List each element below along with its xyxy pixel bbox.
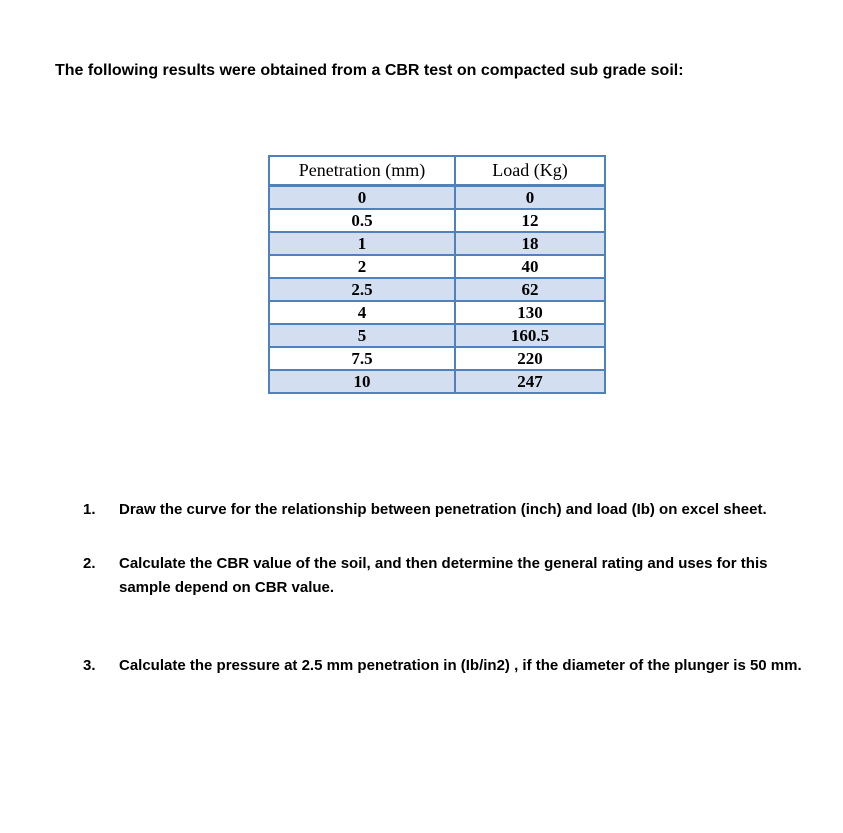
question-item xyxy=(83,498,823,522)
table-header-row xyxy=(269,156,605,186)
intro-text: The following results were obtained from a CBR test on compacted sub grade soil: xyxy=(55,62,684,79)
penetration-cell: 4 xyxy=(269,301,455,324)
penetration-cell: 0 xyxy=(269,186,455,210)
question-item xyxy=(83,552,823,600)
question-number: 2. xyxy=(83,555,96,572)
question-text: Draw the curve for the relationship between penetration (inch) and load (Ib) on excel sheet. xyxy=(119,501,767,518)
table-row xyxy=(269,278,605,301)
question-number: 1. xyxy=(83,501,96,518)
question-text: Calculate the CBR value of the soil, and then determine the general rating and uses for this sample depend on CBR value. xyxy=(119,555,768,596)
penetration-cell: 10 xyxy=(269,370,455,393)
question-number: 3. xyxy=(83,657,96,674)
load-cell: 160.5 xyxy=(455,324,605,347)
header-penetration: Penetration (mm) xyxy=(269,156,455,186)
load-cell: 12 xyxy=(455,209,605,232)
penetration-cell: 1 xyxy=(269,232,455,255)
penetration-cell: 5 xyxy=(269,324,455,347)
penetration-cell: 7.5 xyxy=(269,347,455,370)
load-cell: 220 xyxy=(455,347,605,370)
table-row xyxy=(269,370,605,393)
table-row xyxy=(269,347,605,370)
load-cell: 18 xyxy=(455,232,605,255)
question-text: Calculate the pressure at 2.5 mm penetration in (Ib/in2) , if the diameter of the plunger is 50 mm. xyxy=(119,657,802,674)
header-load: Load (Kg) xyxy=(455,156,605,186)
table-row xyxy=(269,186,605,210)
table-row xyxy=(269,232,605,255)
penetration-cell: 2 xyxy=(269,255,455,278)
cbr-results-table xyxy=(268,155,606,394)
question-list xyxy=(83,498,823,678)
question-item xyxy=(83,654,823,678)
load-cell: 62 xyxy=(455,278,605,301)
load-cell: 40 xyxy=(455,255,605,278)
table-row xyxy=(269,255,605,278)
penetration-cell: 2.5 xyxy=(269,278,455,301)
table-row xyxy=(269,301,605,324)
load-cell: 130 xyxy=(455,301,605,324)
load-cell: 0 xyxy=(455,186,605,210)
table-row xyxy=(269,324,605,347)
table-row xyxy=(269,209,605,232)
load-cell: 247 xyxy=(455,370,605,393)
penetration-cell: 0.5 xyxy=(269,209,455,232)
